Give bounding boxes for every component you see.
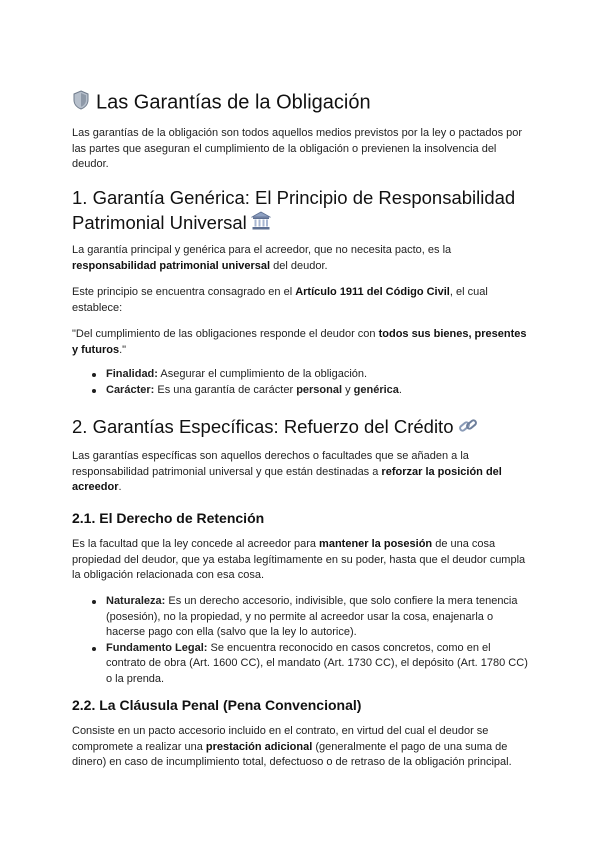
list-item [92,594,532,641]
text-run: Consiste en un pacto accesorio incluido en el contrato, en virtud del cual el deudor se compromete a realizar una [72,725,489,753]
link-icon [458,416,478,441]
bullet-label: Carácter: [106,383,155,396]
bold-term: reforzar la posición del acreedor [72,465,502,493]
shield-icon [72,90,90,116]
bold-term: Artículo 1911 del Código Civil [295,286,450,298]
subsection-2-1-paragraph [72,537,532,584]
section-1-paragraph-2 [72,285,532,316]
text-run: , el cual establece: [72,286,488,314]
text-run: del deudor. [270,259,328,272]
section-1-paragraph-1 [72,243,532,274]
bullet-text: Asegurar el cumplimiento de la obligación. [157,368,368,380]
bullet-text: Es un derecho accesorio, indivisible, que solo confiere la mera tenencia (posesión), no la propiedad, y no permite al acreedor usar la cosa, enajenarla o hacerse pago con ella (salvo que la ley lo autorice). [106,595,518,638]
section-1-bullet-list [92,367,532,398]
subsection-2-2-heading: 2.2. La Cláusula Penal (Pena Convencional) [72,697,362,713]
section-1-heading-line2: Patrimonial Universal [72,212,247,233]
subsection-2-2-paragraph [72,724,532,771]
section-1-heading-line1: 1. Garantía Genérica: El Principio de Responsabilidad [72,187,516,208]
text-run: La garantía principal y genérica para el acreedor, que no necesita pacto, es la [72,244,452,256]
bullet-text: Es una garantía de carácter [154,383,297,396]
bullet-label: Finalidad: [106,368,158,380]
section-1-heading [72,185,542,237]
list-item [92,367,532,383]
text-run: Este principio se encuentra consagrado en el [72,286,296,298]
section-2-heading-text: 2. Garantías Específicas: Refuerzo del Crédito [72,416,454,437]
text-run: ." [119,343,127,356]
bullet-text: . [398,383,402,396]
bold-term: personal [296,383,343,396]
bullet-label: Naturaleza: [106,595,166,607]
list-item [92,383,532,399]
text-run: "Del cumplimiento de las obligaciones responde el deudor con [72,328,379,340]
text-run: (generalmente el pago de una suma de dinero) en caso de incumplimiento total, defectuoso o de retraso de la obligación principal. [72,740,512,768]
bold-term: responsabilidad patrimonial universal [72,259,271,272]
text-run: Las garantías específicas son aquellos derechos o facultades que se añaden a la responsabilidad patrimonial universal y que están destinadas a [72,450,469,478]
section-2-heading [72,414,542,441]
section-1-quote [72,327,532,358]
bullet-text: Se encuentra reconocido en casos concretos, como en el contrato de obra (Art. 1600 CC), el mandato (Art. 1730 CC), el depósito (Art. 1780 CC) o la prenda. [106,641,528,685]
text-run: Es la facultad que la ley concede al acreedor para [72,538,320,550]
bold-term: mantener la posesión [319,538,433,550]
page-title [72,90,542,116]
classical-building-icon [251,211,271,237]
bullet-label: Fundamento Legal: [106,641,208,654]
subsection-2-1-heading: 2.1. El Derecho de Retención [72,510,265,526]
intro-paragraph: Las garantías de la obligación son todos aquellos medios previstos por la ley o pactados por las partes que aseguran el cumplimiento de la obligación o previenen la insolvencia del deudor. [72,127,523,170]
bold-term: todos sus bienes, presentes y futuros [72,328,527,356]
bold-term: genérica [353,383,399,396]
text-run: . [118,481,122,493]
page-title-text: Las Garantías de la Obligación [96,91,371,114]
bold-term: prestación adicional [205,740,313,753]
bullet-text: y [342,383,354,396]
list-item [92,641,532,688]
text-run: de una cosa propiedad del deudor, que ya estaba legítimamente en su poder, hasta que el deudor cumpla la obligación relacionada con esa cosa. [72,538,526,581]
section-2-paragraph-1 [72,449,532,496]
subsection-2-1-bullet-list [92,594,532,687]
